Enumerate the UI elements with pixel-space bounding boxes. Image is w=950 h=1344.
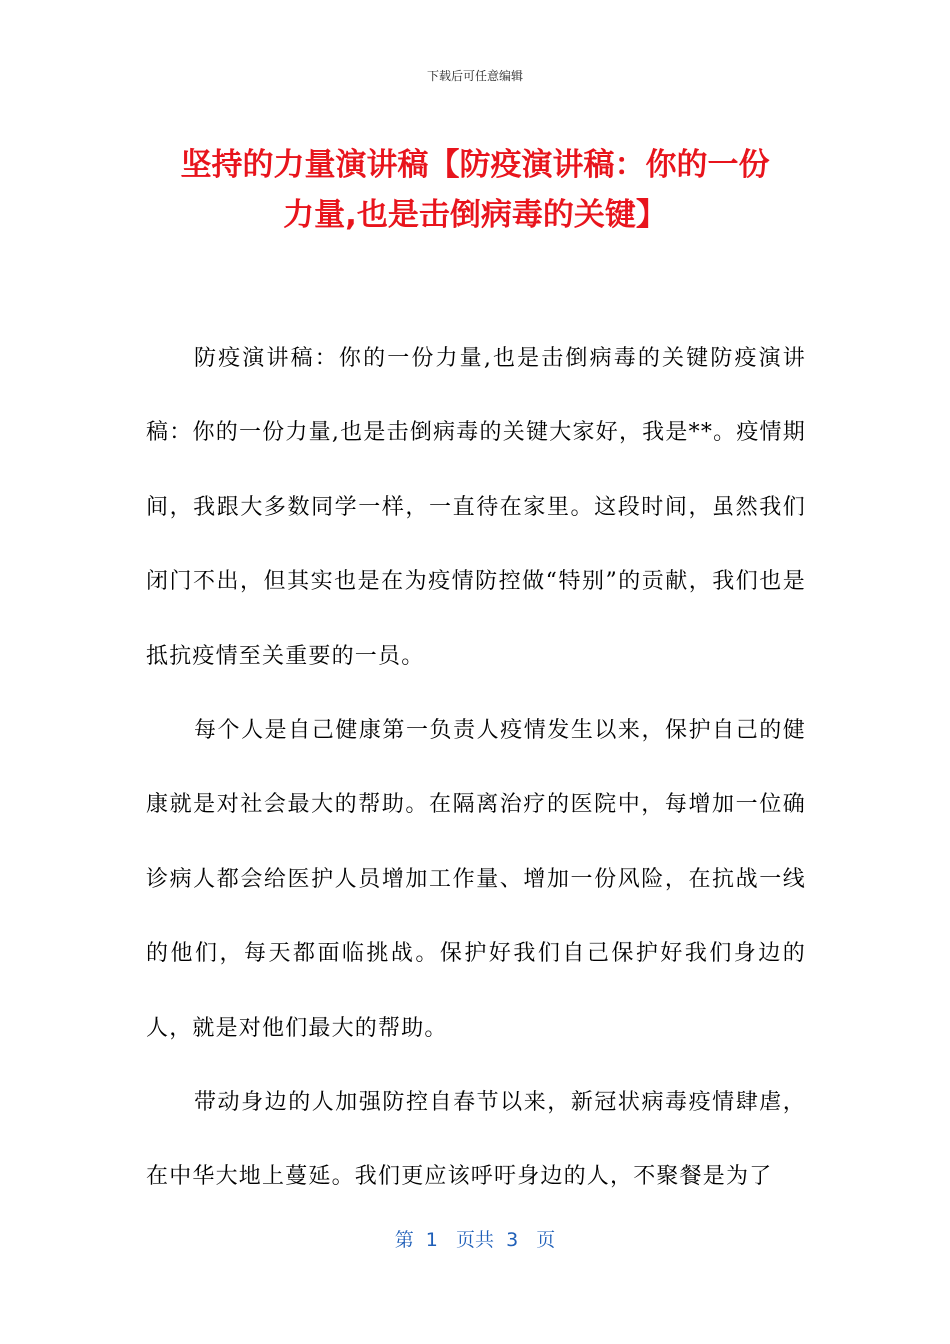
document-title-line-1: 坚持的力量演讲稿【防疫演讲稿：你的一份 bbox=[180, 147, 770, 183]
header-note: 下载后可任意编辑 bbox=[426, 69, 523, 83]
paragraph-1: 防疫演讲稿：你的一份力量,也是击倒病毒的关键防疫演讲稿：你的一份力量,也是击倒病毒的关键大家好，我是**。疫情期间，我跟大多数同学一样，一直待在家里。这段时间，虽然我们闭门不出，但其实也是在为疫情防控做“特别”的贡献，我们也是抵抗疫情至关重要的一员。 bbox=[146, 346, 806, 669]
paragraph-3: 带动身边的人加强防控自春节以来，新冠状病毒疫情肆虐，在中华大地上蔓延。我们更应该呼吁身边的人，不聚餐是为了 bbox=[146, 1090, 806, 1190]
document-title bbox=[140, 140, 810, 240]
page-number-footer: 第 1 页共 3 页 bbox=[394, 1229, 556, 1251]
document-title-line-2: 力量,也是击倒病毒的关键】 bbox=[283, 197, 667, 233]
document-body bbox=[146, 322, 806, 1215]
paragraph-2: 每个人是自己健康第一负责人疫情发生以来，保护自己的健康就是对社会最大的帮助。在隔离治疗的医院中，每增加一位确诊病人都会给医护人员增加工作量、增加一份风险，在抗战一线的他们，每天都面临挑战。保护好我们自己保护好我们身边的人，就是对他们最大的帮助。 bbox=[146, 718, 806, 1041]
